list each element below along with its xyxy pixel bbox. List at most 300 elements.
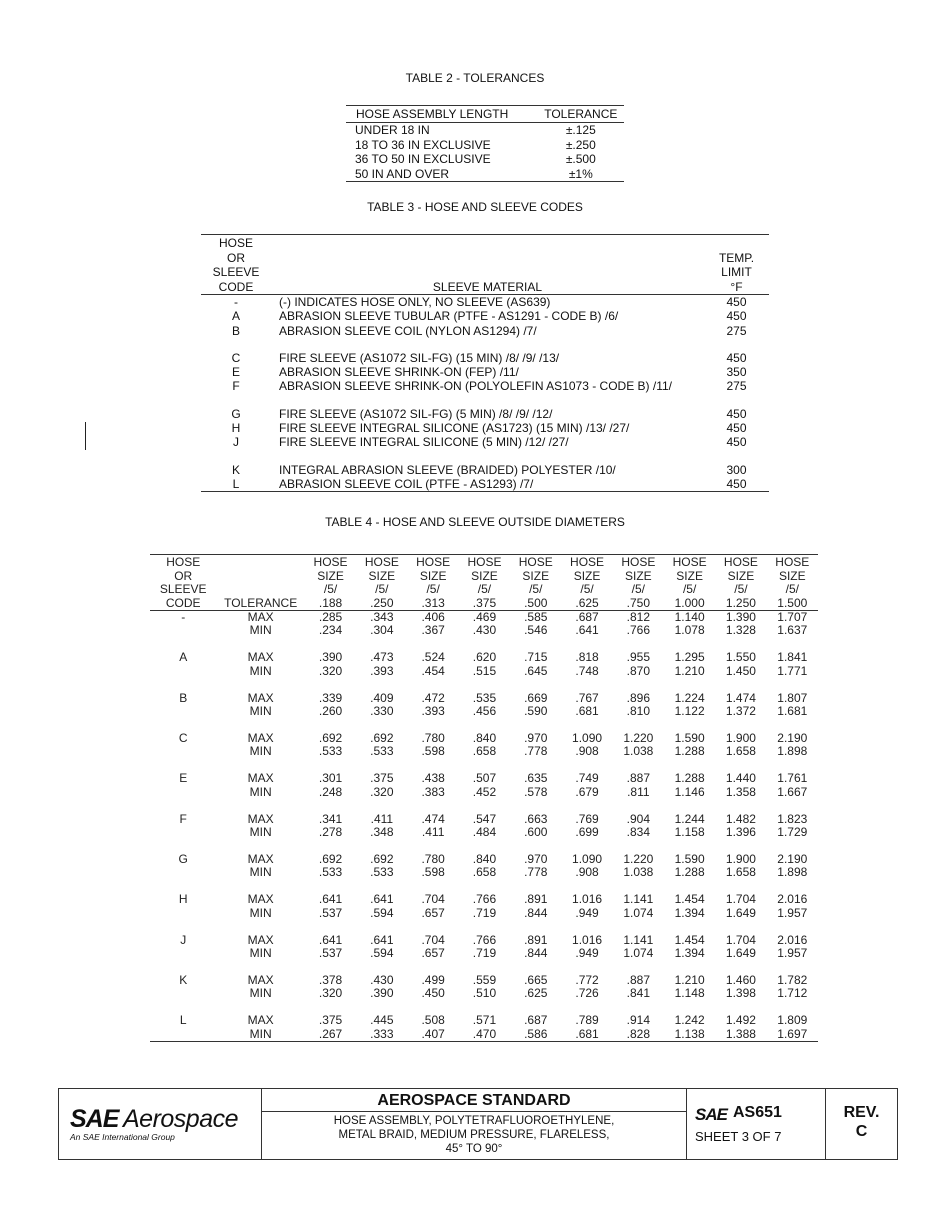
max-value-cell: 1.900 xyxy=(725,730,756,745)
code-cell: E xyxy=(231,365,240,380)
t4-header-size xyxy=(664,555,715,611)
table-row xyxy=(346,152,624,167)
material-cell: FIRE SLEEVE INTEGRAL SILICONE (AS1723) (15 MIN) /13/ /27/ xyxy=(279,421,630,436)
max-value-cell: .692 xyxy=(318,851,343,866)
t3-header-code xyxy=(201,235,271,295)
max-value-cell: .955 xyxy=(626,650,651,665)
t4-header-code-line: HOSE xyxy=(166,555,201,569)
description-line: METAL BRAID, MEDIUM PRESSURE, FLARELESS, xyxy=(338,1129,610,1141)
min-value-cell: .546 xyxy=(524,623,548,638)
revision-value: C xyxy=(855,1123,868,1140)
max-value-cell: .641 xyxy=(370,932,394,947)
description-line: HOSE ASSEMBLY, POLYTETRAFLUOROETHYLENE, xyxy=(333,1115,615,1127)
min-value-cell: .533 xyxy=(370,865,394,880)
max-value-cell: .375 xyxy=(370,771,394,786)
min-value-cell: .908 xyxy=(575,744,599,759)
tolerance-cell: ±1% xyxy=(568,166,593,181)
min-value-cell: .533 xyxy=(318,865,343,880)
tolerance-label: MIN xyxy=(249,945,272,960)
spacer-cell xyxy=(150,1001,818,1015)
code-cell: F xyxy=(179,811,187,826)
revision-label: REV. xyxy=(843,1104,880,1121)
temp-cell: 350 xyxy=(726,365,747,380)
min-value-cell: .681 xyxy=(575,704,599,719)
t4-header-size xyxy=(561,555,612,611)
min-value-cell: .778 xyxy=(524,744,548,759)
min-value-cell: 1.898 xyxy=(777,865,808,880)
t4-header-code xyxy=(150,555,216,611)
max-value-cell: 1.141 xyxy=(623,932,654,947)
tolerance-cell: ±.500 xyxy=(565,152,596,166)
min-value-cell: .411 xyxy=(421,824,445,839)
min-value-cell: .841 xyxy=(626,986,651,1001)
min-value-cell: .658 xyxy=(472,744,497,759)
min-value-cell: .537 xyxy=(318,905,343,920)
spacer-cell xyxy=(150,759,818,773)
table-row-min xyxy=(150,665,818,678)
min-value-cell: .248 xyxy=(318,784,343,799)
min-value-cell: 1.667 xyxy=(777,784,808,799)
max-value-cell: .390 xyxy=(318,650,343,665)
table-row-min xyxy=(150,866,818,879)
code-cell-empty xyxy=(150,665,216,678)
min-value-cell: .533 xyxy=(370,744,394,759)
size-header-line: SIZE xyxy=(727,568,755,583)
min-value-cell: 1.210 xyxy=(674,663,705,678)
t4-header-size xyxy=(356,555,407,611)
max-value-cell: .766 xyxy=(472,892,497,907)
material-cell: (-) INDICATES HOSE ONLY, NO SLEEVE (AS639) xyxy=(279,295,551,309)
min-value-cell: .844 xyxy=(524,945,548,960)
min-value-cell: .407 xyxy=(421,1026,445,1041)
tolerance-label: MIN xyxy=(249,623,272,638)
min-value-cell: .586 xyxy=(524,1026,548,1041)
table-row-min xyxy=(150,1028,818,1042)
code-cell: F xyxy=(232,379,240,394)
max-value-cell: .767 xyxy=(575,690,599,705)
min-value-cell: .834 xyxy=(626,824,651,839)
tolerance-label: MIN xyxy=(249,1026,272,1041)
size-value: .750 xyxy=(626,595,651,610)
tolerance-cell: ±.125 xyxy=(565,123,596,137)
min-value-cell: .430 xyxy=(472,623,497,638)
table-row-max xyxy=(150,651,818,664)
min-value-cell: .949 xyxy=(575,905,599,920)
tolerance-label: MAX xyxy=(247,1013,274,1028)
length-cell: 50 IN AND OVER xyxy=(355,166,450,181)
min-value-cell: 1.288 xyxy=(674,865,705,880)
t2-header-length: HOSE ASSEMBLY LENGTH xyxy=(346,106,538,123)
max-value-cell: .411 xyxy=(370,811,394,826)
min-value-cell: .260 xyxy=(318,704,343,719)
table-row-max xyxy=(150,1014,818,1027)
min-value-cell: .330 xyxy=(370,704,394,719)
min-value-cell: 1.697 xyxy=(777,1026,808,1041)
standard-title: AEROSPACE STANDARD xyxy=(262,1089,686,1112)
max-value-cell: .406 xyxy=(421,610,445,624)
t4-header-code-line: CODE xyxy=(165,595,201,610)
max-value-cell: .896 xyxy=(626,690,651,705)
size-value: .375 xyxy=(472,595,497,610)
max-value-cell: .571 xyxy=(472,1013,497,1028)
min-value-cell: 1.288 xyxy=(674,744,705,759)
table-row xyxy=(201,379,769,393)
max-value-cell: .692 xyxy=(370,851,394,866)
code-cell: J xyxy=(233,435,239,450)
table-row-min xyxy=(150,826,818,839)
min-value-cell: .810 xyxy=(626,704,651,719)
size-header-line: HOSE xyxy=(518,555,553,569)
table3-caption: TABLE 3 - HOSE AND SLEEVE CODES xyxy=(367,200,583,214)
size-header-line: /5/ xyxy=(682,582,697,596)
min-value-cell: 1.771 xyxy=(777,663,808,678)
max-value-cell: .438 xyxy=(421,771,445,786)
group-spacer xyxy=(150,759,818,773)
t4-header-size xyxy=(613,555,664,611)
min-value-cell: 1.078 xyxy=(674,623,705,638)
min-value-cell: .278 xyxy=(318,824,343,839)
size-header-line: /5/ xyxy=(477,582,492,596)
max-value-cell: .970 xyxy=(524,851,548,866)
code-cell-empty xyxy=(150,1028,216,1042)
size-header-line: SIZE xyxy=(625,568,652,583)
max-value-cell: 1.210 xyxy=(674,972,705,987)
max-value-cell: .507 xyxy=(472,771,497,786)
max-value-cell: 2.016 xyxy=(777,932,808,947)
min-value-cell: 1.658 xyxy=(725,865,756,880)
table-row xyxy=(201,407,769,421)
size-header-line: /5/ xyxy=(785,582,799,596)
material-cell: ABRASION SLEEVE SHRINK-ON (POLYOLEFIN AS1073 - CODE B) /11/ xyxy=(279,379,673,394)
max-value-cell: .499 xyxy=(421,972,445,987)
min-value-cell: .452 xyxy=(472,784,497,799)
max-value-cell: 1.482 xyxy=(725,811,756,826)
max-value-cell: 1.220 xyxy=(623,730,654,745)
table4-caption: TABLE 4 - HOSE AND SLEEVE OUTSIDE DIAMETERS xyxy=(325,515,625,529)
min-value-cell: .594 xyxy=(370,945,394,960)
document-description xyxy=(262,1114,686,1156)
max-value-cell: .766 xyxy=(472,932,497,947)
size-header-line: HOSE xyxy=(364,555,399,569)
code-cell: L xyxy=(232,476,240,491)
spacer-cell xyxy=(150,920,818,934)
revision-change-bar xyxy=(85,422,86,450)
min-value-cell: 1.372 xyxy=(725,704,756,719)
material-cell: ABRASION SLEEVE COIL (PTFE - AS1293) /7/ xyxy=(279,476,534,491)
max-value-cell: .749 xyxy=(575,771,599,786)
code-cell: K xyxy=(231,462,240,477)
min-value-cell: .320 xyxy=(318,663,343,678)
code-cell: G xyxy=(231,406,241,421)
max-value-cell: 1.823 xyxy=(777,811,808,826)
max-value-cell: .704 xyxy=(421,932,445,947)
table-row-max xyxy=(150,934,818,947)
max-value-cell: 1.295 xyxy=(674,650,705,665)
min-value-cell: .641 xyxy=(575,623,599,638)
max-value-cell: .769 xyxy=(575,811,599,826)
title-cell xyxy=(262,1089,687,1159)
spacer-cell xyxy=(201,338,769,351)
max-value-cell: 1.460 xyxy=(725,972,756,987)
sheet-number: SHEET 3 OF 7 xyxy=(695,1129,782,1144)
spacer-cell xyxy=(201,394,769,407)
tolerance-label: MIN xyxy=(249,744,272,759)
max-value-cell: .620 xyxy=(472,650,497,665)
max-value-cell: .473 xyxy=(370,650,394,665)
code-cell: A xyxy=(179,650,188,665)
max-value-cell: 2.016 xyxy=(777,892,808,907)
min-value-cell: 1.146 xyxy=(674,784,705,799)
min-value-cell: .726 xyxy=(575,986,599,1001)
min-value-cell: .594 xyxy=(370,905,394,920)
tolerance-label: MIN xyxy=(249,824,272,839)
min-value-cell: .657 xyxy=(421,905,445,920)
size-value: 1.250 xyxy=(725,595,756,610)
max-value-cell: .635 xyxy=(524,771,548,786)
t4-header-size xyxy=(510,555,561,611)
max-value-cell: .715 xyxy=(524,650,548,665)
tolerance-label: MIN xyxy=(249,704,272,719)
group-spacer xyxy=(201,394,769,407)
max-value-cell: 1.454 xyxy=(674,932,705,947)
table-row-max xyxy=(150,813,818,826)
table-row xyxy=(201,295,769,310)
temp-cell: 275 xyxy=(726,379,747,394)
table-row-min xyxy=(150,705,818,718)
min-value-cell: 1.898 xyxy=(777,744,808,759)
min-value-cell: 1.658 xyxy=(725,744,756,759)
min-value-cell: 1.712 xyxy=(777,986,808,1001)
code-cell: B xyxy=(231,323,240,338)
group-spacer xyxy=(150,880,818,894)
min-value-cell: .657 xyxy=(421,945,445,960)
tolerance-label: MAX xyxy=(247,650,274,665)
min-value-cell: 1.038 xyxy=(623,865,654,880)
group-spacer xyxy=(150,678,818,692)
code-cell: C xyxy=(178,730,188,745)
max-value-cell: 1.590 xyxy=(674,851,705,866)
max-value-cell: 1.809 xyxy=(777,1013,808,1028)
max-value-cell: 1.841 xyxy=(777,650,808,665)
min-value-cell: 1.038 xyxy=(623,744,654,759)
temp-cell: 275 xyxy=(726,323,747,338)
max-value-cell: .508 xyxy=(421,1013,445,1028)
table-row xyxy=(346,138,624,153)
max-value-cell: .840 xyxy=(472,730,497,745)
temp-cell: 450 xyxy=(726,309,747,324)
min-value-cell: .450 xyxy=(421,986,445,1001)
table-row xyxy=(201,421,769,435)
table-row-min xyxy=(150,907,818,920)
min-value-cell: .844 xyxy=(524,905,548,920)
t4-header-code-line: OR xyxy=(174,568,193,583)
max-value-cell: 1.090 xyxy=(572,851,603,866)
spacer-cell xyxy=(150,960,818,974)
tolerance-label: MAX xyxy=(247,851,274,866)
code-cell-empty xyxy=(150,786,216,799)
max-value-cell: .704 xyxy=(421,892,445,907)
tolerance-label: MIN xyxy=(249,865,272,880)
group-spacer xyxy=(150,638,818,652)
max-value-cell: .474 xyxy=(421,811,445,826)
min-value-cell: .367 xyxy=(421,623,445,638)
max-value-cell: 1.224 xyxy=(674,690,705,705)
max-value-cell: 1.244 xyxy=(674,811,705,826)
t3-header-code-line: OR xyxy=(227,250,245,265)
max-value-cell: 1.590 xyxy=(674,730,705,745)
temp-cell: 300 xyxy=(726,462,747,477)
group-spacer xyxy=(150,718,818,732)
group-spacer xyxy=(150,920,818,934)
min-value-cell: 1.649 xyxy=(725,945,756,960)
min-value-cell: .719 xyxy=(472,905,497,920)
table-row xyxy=(346,123,624,138)
max-value-cell: 1.782 xyxy=(777,972,808,987)
outside-diameters-table xyxy=(150,554,818,1042)
max-value-cell: .559 xyxy=(472,972,497,987)
temp-cell: 450 xyxy=(726,350,747,365)
tolerance-label: MAX xyxy=(247,730,274,745)
max-value-cell: 1.454 xyxy=(674,892,705,907)
table-row-min xyxy=(150,947,818,960)
material-cell: FIRE SLEEVE (AS1072 SIL-FG) (15 MIN) /8/ /9/ /13/ xyxy=(279,350,560,365)
size-header-line: /5/ xyxy=(529,582,543,596)
min-value-cell: .484 xyxy=(472,824,497,839)
code-cell: E xyxy=(179,771,188,786)
spacer-cell xyxy=(150,638,818,652)
sae-mini-logo: SAE xyxy=(695,1105,727,1124)
max-value-cell: .409 xyxy=(370,690,394,705)
size-value: .313 xyxy=(421,595,445,610)
max-value-cell: 1.220 xyxy=(623,851,654,866)
max-value-cell: 1.140 xyxy=(674,610,705,624)
min-value-cell: 1.074 xyxy=(623,905,654,920)
min-value-cell: .645 xyxy=(524,663,548,678)
min-value-cell: 1.398 xyxy=(725,986,756,1001)
max-value-cell: .641 xyxy=(318,892,343,907)
max-value-cell: .970 xyxy=(524,730,548,745)
min-value-cell: .470 xyxy=(472,1026,497,1041)
spacer-cell xyxy=(150,880,818,894)
code-cell: J xyxy=(180,932,187,947)
size-header-line: /5/ xyxy=(631,582,645,596)
min-value-cell: 1.158 xyxy=(674,824,705,839)
logo-tagline: An SAE International Group xyxy=(70,1132,175,1142)
size-header-line: HOSE xyxy=(313,555,348,569)
size-header-line: HOSE xyxy=(621,555,656,569)
max-value-cell: .535 xyxy=(472,690,497,705)
min-value-cell: .578 xyxy=(524,784,548,799)
t3-header-temp xyxy=(704,235,769,295)
max-value-cell: .445 xyxy=(370,1013,394,1028)
min-value-cell: .600 xyxy=(524,824,548,839)
max-value-cell: 1.807 xyxy=(777,690,808,705)
code-cell-empty xyxy=(150,907,216,920)
size-header-line: /5/ xyxy=(734,582,748,596)
table-row xyxy=(201,351,769,365)
min-value-cell: 1.148 xyxy=(674,986,705,1001)
max-value-cell: .891 xyxy=(524,892,548,907)
max-value-cell: 1.707 xyxy=(777,610,808,624)
size-header-line: SIZE xyxy=(368,568,396,583)
min-value-cell: .598 xyxy=(421,744,445,759)
temp-cell: 450 xyxy=(726,421,747,436)
min-value-cell: 1.450 xyxy=(725,663,756,678)
max-value-cell: .430 xyxy=(370,972,394,987)
min-value-cell: .234 xyxy=(318,623,343,638)
logo-aerospace-text: Aerospace xyxy=(123,1105,239,1133)
size-header-line: HOSE xyxy=(416,555,451,569)
min-value-cell: .949 xyxy=(575,945,599,960)
max-value-cell: .663 xyxy=(524,811,548,826)
tolerance-label: MIN xyxy=(249,905,272,920)
max-value-cell: .692 xyxy=(318,730,343,745)
code-cell: C xyxy=(231,350,241,365)
tolerances-table xyxy=(346,105,624,182)
t2-header-tolerance: TOLERANCE xyxy=(538,106,624,123)
max-value-cell: 1.016 xyxy=(572,932,603,947)
tolerance-label: MAX xyxy=(247,932,274,947)
table-row-max xyxy=(150,692,818,705)
size-header-line: HOSE xyxy=(570,555,605,569)
min-value-cell: .908 xyxy=(575,865,599,880)
size-value: 1.000 xyxy=(674,595,705,610)
hose-sleeve-codes-table xyxy=(201,234,769,492)
code-cell-empty xyxy=(150,987,216,1000)
code-cell: K xyxy=(179,972,188,987)
tolerance-label: MIN xyxy=(249,663,272,678)
min-value-cell: .320 xyxy=(370,784,394,799)
code-cell: - xyxy=(181,610,186,624)
max-value-cell: .789 xyxy=(575,1013,599,1028)
code-cell: H xyxy=(231,421,241,436)
material-cell: INTEGRAL ABRASION SLEEVE (BRAIDED) POLYESTER /10/ xyxy=(279,462,616,477)
document-number: AS651 xyxy=(733,1104,782,1121)
code-cell: B xyxy=(179,690,188,705)
max-value-cell: .665 xyxy=(524,972,548,987)
max-value-cell: .887 xyxy=(626,972,651,987)
size-header-line: SIZE xyxy=(573,568,601,583)
size-header-line: HOSE xyxy=(723,555,758,569)
max-value-cell: 1.016 xyxy=(572,892,603,907)
size-header-line: /5/ xyxy=(580,582,594,596)
document-number-cell xyxy=(687,1089,826,1159)
max-value-cell: 1.704 xyxy=(725,932,756,947)
size-header-line: /5/ xyxy=(426,582,440,596)
max-value-cell: 1.440 xyxy=(725,771,756,786)
table2-caption: TABLE 2 - TOLERANCES xyxy=(405,71,545,85)
table-row-min xyxy=(150,786,818,799)
max-value-cell: .772 xyxy=(575,972,599,987)
min-value-cell: .393 xyxy=(421,704,445,719)
description-line: 45° TO 90° xyxy=(445,1143,503,1155)
table-row xyxy=(201,309,769,323)
code-cell: A xyxy=(231,309,240,324)
title-block xyxy=(58,1088,898,1160)
min-value-cell: .681 xyxy=(575,1026,599,1041)
max-value-cell: .840 xyxy=(472,851,497,866)
max-value-cell: .891 xyxy=(524,932,548,947)
group-spacer xyxy=(150,839,818,853)
tolerance-label: MAX xyxy=(247,690,274,705)
material-cell: ABRASION SLEEVE COIL (NYLON AS1294) /7/ xyxy=(279,323,537,338)
max-value-cell: .692 xyxy=(370,730,394,745)
min-value-cell: .533 xyxy=(318,744,343,759)
max-value-cell: 1.288 xyxy=(674,771,705,786)
table-row-max xyxy=(150,611,818,625)
size-header-line: HOSE xyxy=(672,555,707,569)
min-value-cell: 1.122 xyxy=(674,704,705,719)
